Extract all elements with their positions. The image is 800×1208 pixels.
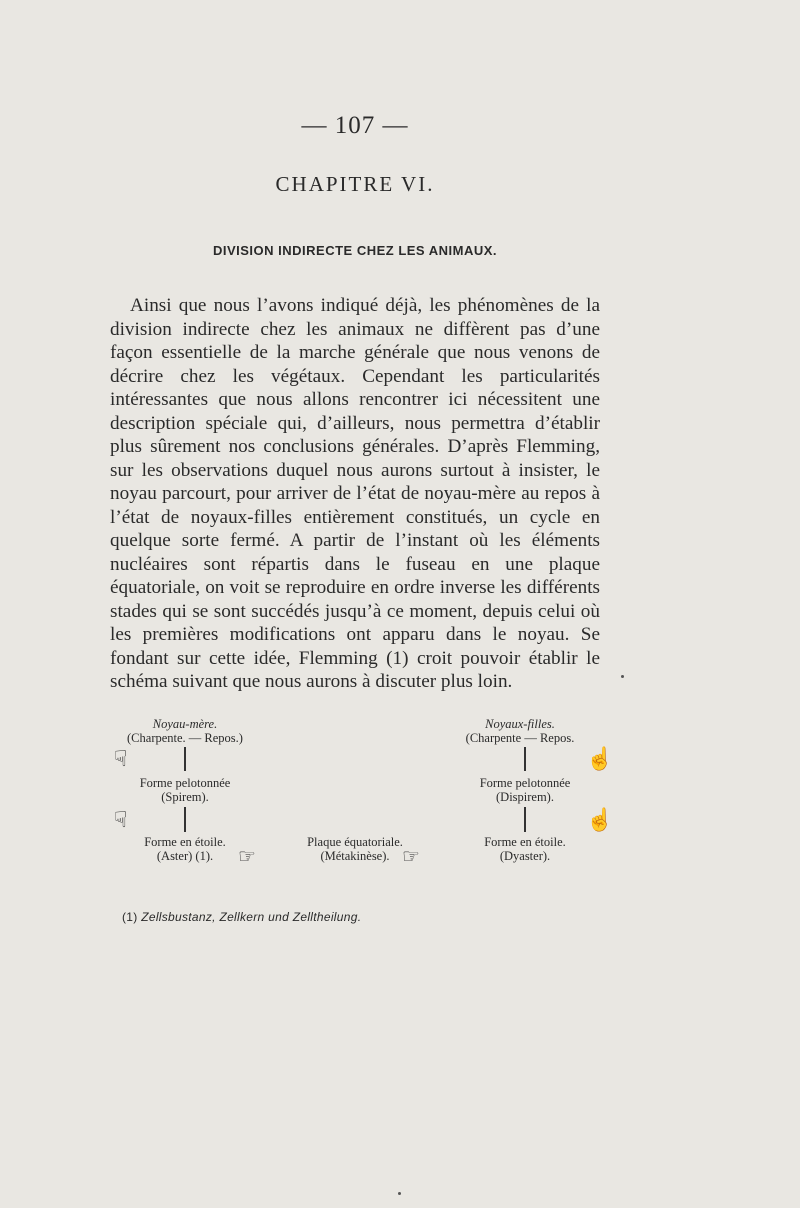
scheme-right-stage3-sub: (Dyaster). [499, 849, 551, 863]
chapter-title: CHAPITRE VI. [275, 172, 435, 196]
scheme-left-line-2 [184, 807, 186, 832]
scheme-left-stage3: Forme en étoile. [144, 835, 226, 849]
footnote-text: Zellsbustanz, Zellkern und Zelltheilung. [141, 910, 362, 924]
body-paragraph: Ainsi que nous l’avons indiqué déjà, les phénomènes de la division indirecte chez les animaux ne diffèrent pas d’une façon essentielle de la marche générale que nous venons de décrire chez les végétaux. Cependant les particularités intéressantes que nous allons rencontrer ici nécessitent une description spéciale qui, d’ailleurs, nous permettra d’établir plus sûrement nos conclusions générales. D’après Flemming, sur les observations duquel nous aurons surtout à insister, le noyau parcourt, pour arriver de l’état de noyau-mère au repos à l’état de noyaux-filles entièrement constitués, un cycle en quelque sorte fermé. A partir de l’instant où les éléments nucléaires sont répartis dans le fuseau en une plaque équatoriale, on voit se reproduire en ordre inverse les différents stades qui se sont succédés jusqu’à ce moment, depuis celui où les premières modifications ont apparu dans le noyau. Se fondant sur cette idée, Flemming (1) croit pouvoir établir le schéma suivant que nous aurons à discuter plus loin. [110, 295, 600, 692]
scheme-left-stage3-sub: (Aster) (1). [156, 849, 214, 863]
pointing-hand-right-icon: ☞ [402, 844, 420, 868]
scheme-right-title: Noyaux-filles. [485, 717, 555, 731]
pointing-hand-down-icon: ☟ [114, 747, 128, 772]
scheme-right-stage3: Forme en étoile. [484, 835, 566, 849]
scheme-right-line-2 [524, 807, 526, 832]
footnote-marker: (1) [122, 910, 138, 924]
pointing-hand-up-icon: ☝ [586, 747, 614, 772]
pointing-hand-up-icon: ☝ [586, 808, 614, 833]
section-title: DIVISION INDIRECTE CHEZ LES ANIMAUX. [212, 243, 498, 258]
scheme-center-stage-sub: (Métakinèse). [320, 849, 390, 863]
scheme-left-stage2: Forme pelotonnée [139, 776, 231, 790]
scheme-right-stage2: Forme pelotonnée [479, 776, 571, 790]
scheme-left-stage2-sub: (Spirem). [161, 790, 209, 804]
scheme-left-title: Noyau-mère. [152, 717, 218, 731]
pointing-hand-right-icon: ☞ [238, 844, 256, 868]
footnote [122, 910, 361, 924]
scheme-right-subtitle: (Charpente — Repos. [465, 731, 575, 745]
scheme-left-subtitle: (Charpente. — Repos.) [127, 731, 243, 745]
page-number: — 107 — [301, 112, 409, 139]
scheme-right-stage2-sub: (Dispirem). [496, 790, 554, 804]
scheme-left-line-1 [184, 747, 186, 771]
ink-speck [398, 1192, 401, 1195]
scheme-right-line-1 [524, 747, 526, 771]
scheme-center-stage: Plaque équatoriale. [307, 835, 403, 849]
pointing-hand-down-icon: ☟ [114, 808, 128, 833]
